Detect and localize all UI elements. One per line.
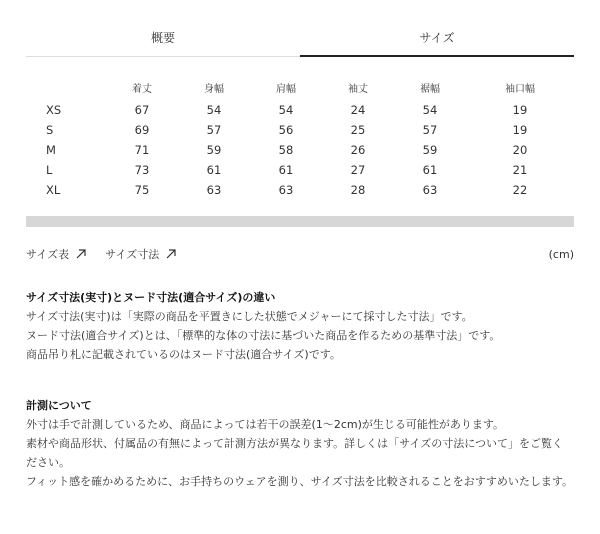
table-row (26, 140, 574, 160)
header-cuff-width: 袖口幅 (505, 83, 535, 95)
table-cell: 63 (422, 183, 438, 197)
size-chart-link-label: サイズ表 (26, 248, 70, 261)
table-cell: 25 (350, 123, 366, 137)
table-cell: 57 (422, 123, 438, 137)
table-cell: 57 (206, 123, 222, 137)
paragraph-line: 外寸は手で計測しているため、商品によっては若干の誤差(1〜2cm)が生じる可能性があります。 (26, 418, 505, 431)
table-cell: 73 (134, 163, 150, 177)
paragraph-line: ヌード寸法(適合サイズ)とは、「標準的な体の寸法に基づいた商品を作るための基準寸法」です。 (26, 329, 501, 342)
table-row (26, 160, 574, 180)
table-cell: 19 (512, 103, 528, 117)
table-cell: 56 (278, 123, 294, 137)
table-cell: 58 (278, 143, 294, 157)
section-title: サイズ寸法(実寸)とヌード寸法(適合サイズ)の違い (26, 291, 276, 304)
table-cell: 71 (134, 143, 150, 157)
header-hem-width: 裾幅 (420, 83, 440, 95)
header-length: 着丈 (132, 83, 152, 95)
size-label: S (46, 123, 54, 137)
header-empty (26, 74, 106, 100)
size-chart-link[interactable] (26, 246, 87, 262)
table-row (26, 180, 574, 200)
size-difference-section (26, 288, 574, 364)
external-arrow-icon (165, 248, 177, 260)
table-row (26, 120, 574, 140)
table-cell: 54 (278, 103, 294, 117)
horizontal-scrollbar[interactable] (26, 216, 574, 227)
tab-overview[interactable]: 概要 (150, 30, 175, 45)
table-cell: 63 (206, 183, 222, 197)
table-cell: 20 (512, 143, 528, 157)
table-cell: 63 (278, 183, 294, 197)
tab-bar (26, 18, 574, 58)
header-sleeve-length: 袖丈 (348, 83, 368, 95)
paragraph-line: 商品吊り札に記載されているのはヌード寸法(適合サイズ)です。 (26, 348, 341, 361)
table-cell: 27 (350, 163, 366, 177)
table-cell: 22 (512, 183, 528, 197)
table-cell: 75 (134, 183, 150, 197)
table-cell: 59 (422, 143, 438, 157)
active-tab-indicator (300, 55, 574, 57)
tab-size[interactable]: サイズ (419, 30, 455, 45)
table-cell: 54 (206, 103, 222, 117)
table-cell: 61 (278, 163, 294, 177)
table-cell: 21 (512, 163, 528, 177)
paragraph-line: フィット感を確かめるために、お手持ちのウェアを測り、サイズ寸法を比較されることをおすすめいたします。 (26, 475, 574, 488)
table-cell: 69 (134, 123, 150, 137)
size-links (26, 246, 177, 262)
table-cell: 19 (512, 123, 528, 137)
section-title: 計測について (26, 399, 92, 412)
unit-label: (cm) (548, 248, 574, 261)
table-cell: 67 (134, 103, 150, 117)
size-table-header-row (26, 74, 574, 100)
table-cell: 26 (350, 143, 366, 157)
measurement-section (26, 396, 574, 491)
size-label: XS (46, 103, 62, 117)
size-table (26, 74, 574, 200)
size-label: XL (46, 183, 61, 197)
size-label: M (46, 143, 56, 157)
table-cell: 61 (422, 163, 438, 177)
paragraph-line: 素材や商品形状、付属品の有無によって計測方法が異なります。詳しくは「サイズの寸法について」をご覧ください。 (26, 437, 564, 469)
table-cell: 28 (350, 183, 366, 197)
table-cell: 59 (206, 143, 222, 157)
table-row (26, 100, 574, 120)
paragraph-line: サイズ寸法(実寸)は「実際の商品を平置きにした状態でメジャーにて採寸した寸法」です。 (26, 310, 473, 323)
size-measure-link-label: サイズ寸法 (105, 248, 160, 261)
table-cell: 54 (422, 103, 438, 117)
external-arrow-icon (75, 248, 87, 260)
table-cell: 24 (350, 103, 366, 117)
table-cell: 61 (206, 163, 222, 177)
size-measure-link[interactable] (105, 246, 177, 262)
size-label: L (46, 163, 53, 177)
header-body-width: 身幅 (204, 83, 224, 95)
header-shoulder-width: 肩幅 (276, 83, 296, 95)
